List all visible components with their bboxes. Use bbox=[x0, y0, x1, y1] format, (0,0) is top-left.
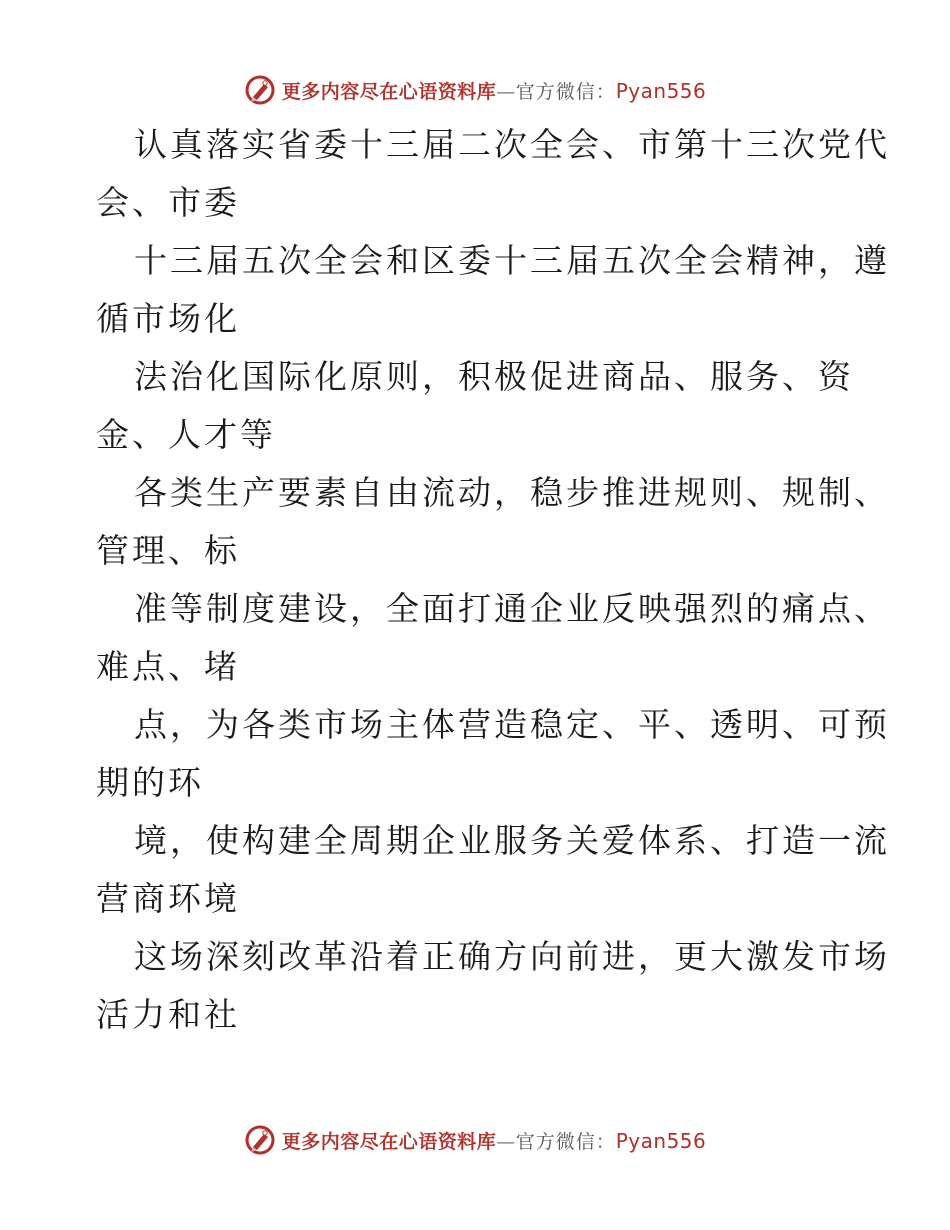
body-line: 这场深刻改革沿着正确方向前进，更大激发市场 bbox=[134, 937, 890, 976]
body-line: 金、人才等 bbox=[96, 415, 276, 454]
body-line: 营商环境 bbox=[96, 879, 240, 918]
footer-dash: — bbox=[496, 1130, 516, 1153]
body-line: 会、市委 bbox=[96, 183, 240, 222]
header-slogan: 更多内容尽在心语资料库 bbox=[281, 80, 497, 103]
body-line: 准等制度建设，全面打通企业反映强烈的痛点、 bbox=[134, 589, 890, 628]
body-line: 管理、标 bbox=[96, 531, 240, 570]
body-line: 境，使构建全周期企业服务关爱体系、打造一流 bbox=[134, 821, 890, 860]
document-body bbox=[96, 116, 890, 1044]
footer-slogan: 更多内容尽在心语资料库 bbox=[281, 1130, 497, 1153]
body-line: 难点、堵 bbox=[96, 647, 240, 686]
footer-slogan-line bbox=[282, 1127, 707, 1154]
footer-banner bbox=[0, 1120, 950, 1160]
footer-wechat-label: 官方微信： bbox=[515, 1130, 616, 1153]
body-line: 点，为各类市场主体营造稳定、平、透明、可预 bbox=[134, 705, 890, 744]
pen-logo-icon bbox=[244, 1124, 276, 1156]
header-wechat-label: 官方微信： bbox=[515, 80, 616, 103]
header-slogan-line bbox=[282, 77, 707, 104]
header-dash: — bbox=[496, 80, 516, 103]
body-line: 循市场化 bbox=[96, 299, 240, 338]
body-line: 各类生产要素自由流动，稳步推进规则、规制、 bbox=[134, 473, 890, 512]
body-line: 法治化国际化原则，积极促进商品、服务、资 bbox=[134, 357, 854, 396]
body-line: 期的环 bbox=[96, 763, 204, 802]
body-line: 认真落实省委十三届二次全会、市第十三次党代 bbox=[134, 125, 890, 164]
footer-wechat-id: Pyan556 bbox=[615, 1128, 707, 1153]
pen-logo-icon bbox=[244, 74, 276, 106]
header-banner bbox=[0, 70, 950, 110]
header-wechat-id: Pyan556 bbox=[615, 78, 707, 103]
body-line: 十三届五次全会和区委十三届五次全会精神，遵 bbox=[134, 241, 890, 280]
body-line: 活力和社 bbox=[96, 995, 240, 1034]
